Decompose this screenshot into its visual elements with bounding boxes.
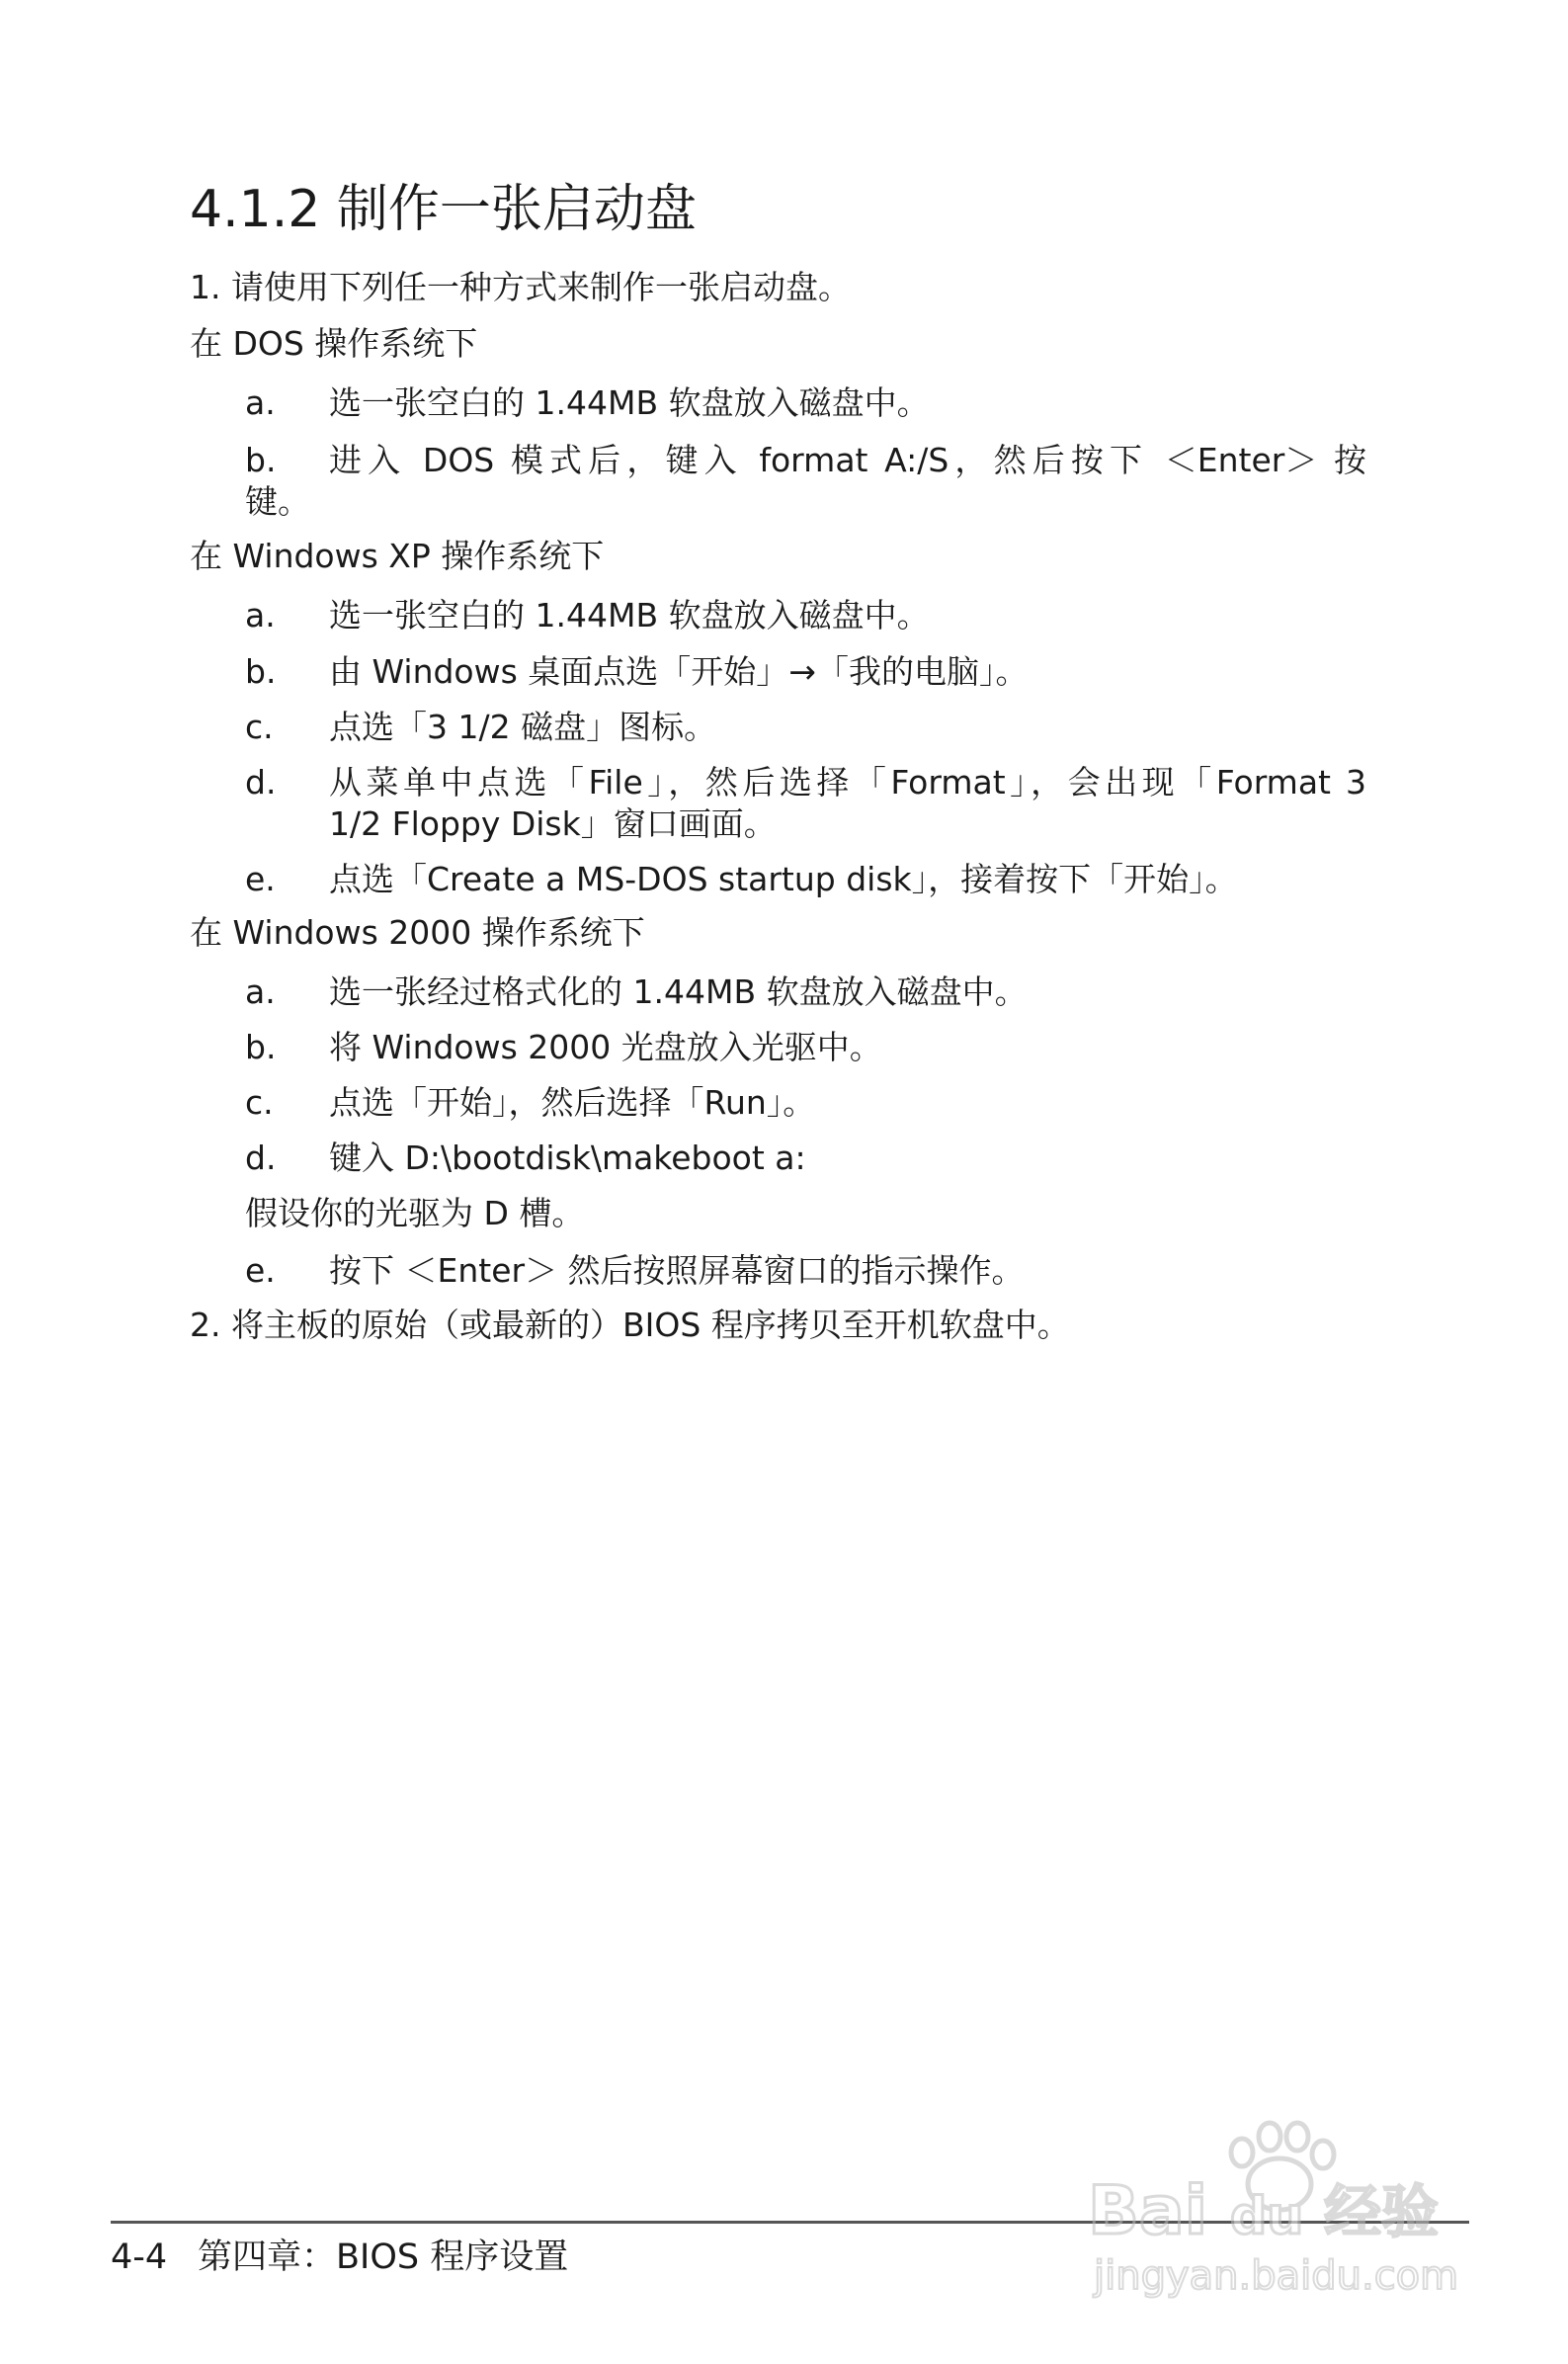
- xp-item-c-text: 点选「3 1/2 磁盘」图标。: [329, 708, 717, 746]
- win2000-heading: 在 Windows 2000 操作系统下: [190, 913, 645, 952]
- dos-item-b-text: 进入 DOS 模式后，键入 format A:/S，然后按下 ＜Enter＞ 按: [329, 441, 1366, 479]
- win2000-item-b-marker: b.: [245, 1028, 277, 1066]
- step-1: 1. 请使用下列任一种方式来制作一张启动盘。: [190, 268, 851, 306]
- win2000-note: 假设你的光驱为 D 槽。: [245, 1194, 585, 1232]
- win2000-item-b-text: 将 Windows 2000 光盘放入光驱中。: [329, 1028, 882, 1066]
- win2000-item-a-marker: a.: [245, 972, 276, 1011]
- xp-item-b-marker: b.: [245, 652, 277, 691]
- xp-item-d-text: 从菜单中点选「File」，然后选择「Format」，会出现「Format 3: [329, 763, 1366, 802]
- dos-heading: 在 DOS 操作系统下: [190, 324, 478, 363]
- dos-item-a-text: 选一张空白的 1.44MB 软盘放入磁盘中。: [329, 383, 930, 422]
- xp-item-a-marker: a.: [245, 596, 276, 634]
- win2000-item-c-marker: c.: [245, 1083, 274, 1122]
- xp-item-c-marker: c.: [245, 708, 274, 746]
- svg-text:jingyan.baidu.com: jingyan.baidu.com: [1094, 2253, 1459, 2299]
- xp-item-d-marker: d.: [245, 763, 277, 802]
- win2000-item-d-text: 键入 D:\bootdisk\makeboot a:: [329, 1139, 806, 1177]
- svg-text:Bai: Bai: [1088, 2172, 1208, 2250]
- xp-item-e-marker: e.: [245, 860, 276, 898]
- dos-item-a-marker: a.: [245, 383, 276, 422]
- xp-item-d-continuation: 1/2 Floppy Disk」窗口画面。: [329, 804, 777, 843]
- xp-item-b-text: 由 Windows 桌面点选「开始」→「我的电脑」。: [329, 652, 1029, 691]
- xp-item-e-text: 点选「Create a MS-DOS startup disk」，接着按下「开始」。: [329, 860, 1238, 898]
- svg-text:经验: 经验: [1324, 2178, 1440, 2245]
- dos-item-b-marker: b.: [245, 441, 277, 479]
- dos-item-b-continuation: 键。: [245, 482, 310, 521]
- win2000-item-e-text: 按下 ＜Enter＞ 然后按照屏幕窗口的指示操作。: [329, 1251, 1025, 1290]
- xp-heading: 在 Windows XP 操作系统下: [190, 537, 605, 575]
- baidu-jingyan-watermark: [1082, 2115, 1477, 2303]
- chapter-title: 第四章：BIOS 程序设置: [198, 2237, 569, 2277]
- win2000-item-e-marker: e.: [245, 1251, 276, 1290]
- win2000-item-d-marker: d.: [245, 1139, 277, 1177]
- svg-text:du: du: [1230, 2187, 1304, 2246]
- page-number: 4-4: [111, 2237, 168, 2277]
- step-2: 2. 将主板的原始（或最新的）BIOS 程序拷贝至开机软盘中。: [190, 1306, 1070, 1344]
- section-title: 4.1.2 制作一张启动盘: [190, 180, 697, 239]
- win2000-item-c-text: 点选「开始」，然后选择「Run」。: [329, 1083, 816, 1122]
- win2000-item-a-text: 选一张经过格式化的 1.44MB 软盘放入磁盘中。: [329, 972, 1028, 1011]
- xp-item-a-text: 选一张空白的 1.44MB 软盘放入磁盘中。: [329, 596, 930, 634]
